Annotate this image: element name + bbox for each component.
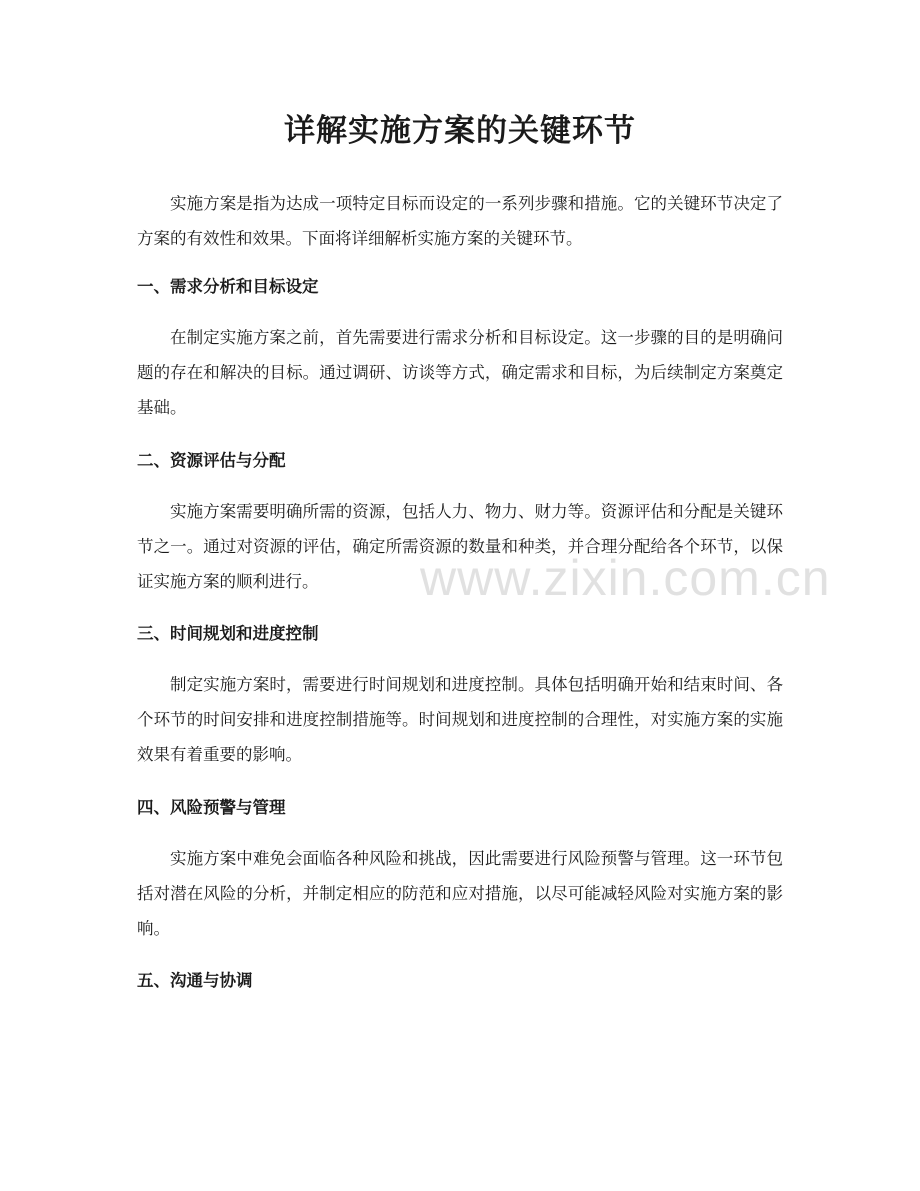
section-1-paragraph: 在制定实施方案之前，首先需要进行需求分析和目标设定。这一步骤的目的是明确问题的存在和解决的目标。通过调研、访谈等方式，确定需求和目标，为后续制定方案奠定基础。: [137, 328, 783, 417]
section-5-heading: 五、沟通与协调: [137, 971, 253, 990]
page-title: 详解实施方案的关键环节: [284, 113, 636, 149]
section-3-paragraph: 制定实施方案时，需要进行时间规划和进度控制。具体包括明确开始和结束时间、各个环节的时间安排和进度控制措施等。时间规划和进度控制的合理性，对实施方案的实施效果有着重要的影响。: [137, 675, 783, 764]
watermark: www.zixin.com.cn: [420, 550, 831, 606]
section-4-heading: 四、风险预警与管理: [137, 798, 286, 817]
section-2-heading: 二、资源评估与分配: [137, 451, 286, 470]
section-3-heading: 三、时间规划和进度控制: [137, 624, 319, 643]
intro-paragraph: 实施方案是指为达成一项特定目标而设定的一系列步骤和措施。它的关键环节决定了方案的有效性和效果。下面将详细解析实施方案的关键环节。: [137, 194, 783, 248]
section-2-paragraph: 实施方案需要明确所需的资源，包括人力、物力、财力等。资源评估和分配是关键环节之一。通过对资源的评估，确定所需资源的数量和种类，并合理分配给各个环节，以保证实施方案的顺利进行。: [137, 502, 783, 591]
section-4-paragraph: 实施方案中难免会面临各种风险和挑战，因此需要进行风险预警与管理。这一环节包括对潜在风险的分析，并制定相应的防范和应对措施，以尽可能减轻风险对实施方案的影响。: [137, 849, 783, 938]
section-1-heading: 一、需求分析和目标设定: [137, 277, 319, 296]
